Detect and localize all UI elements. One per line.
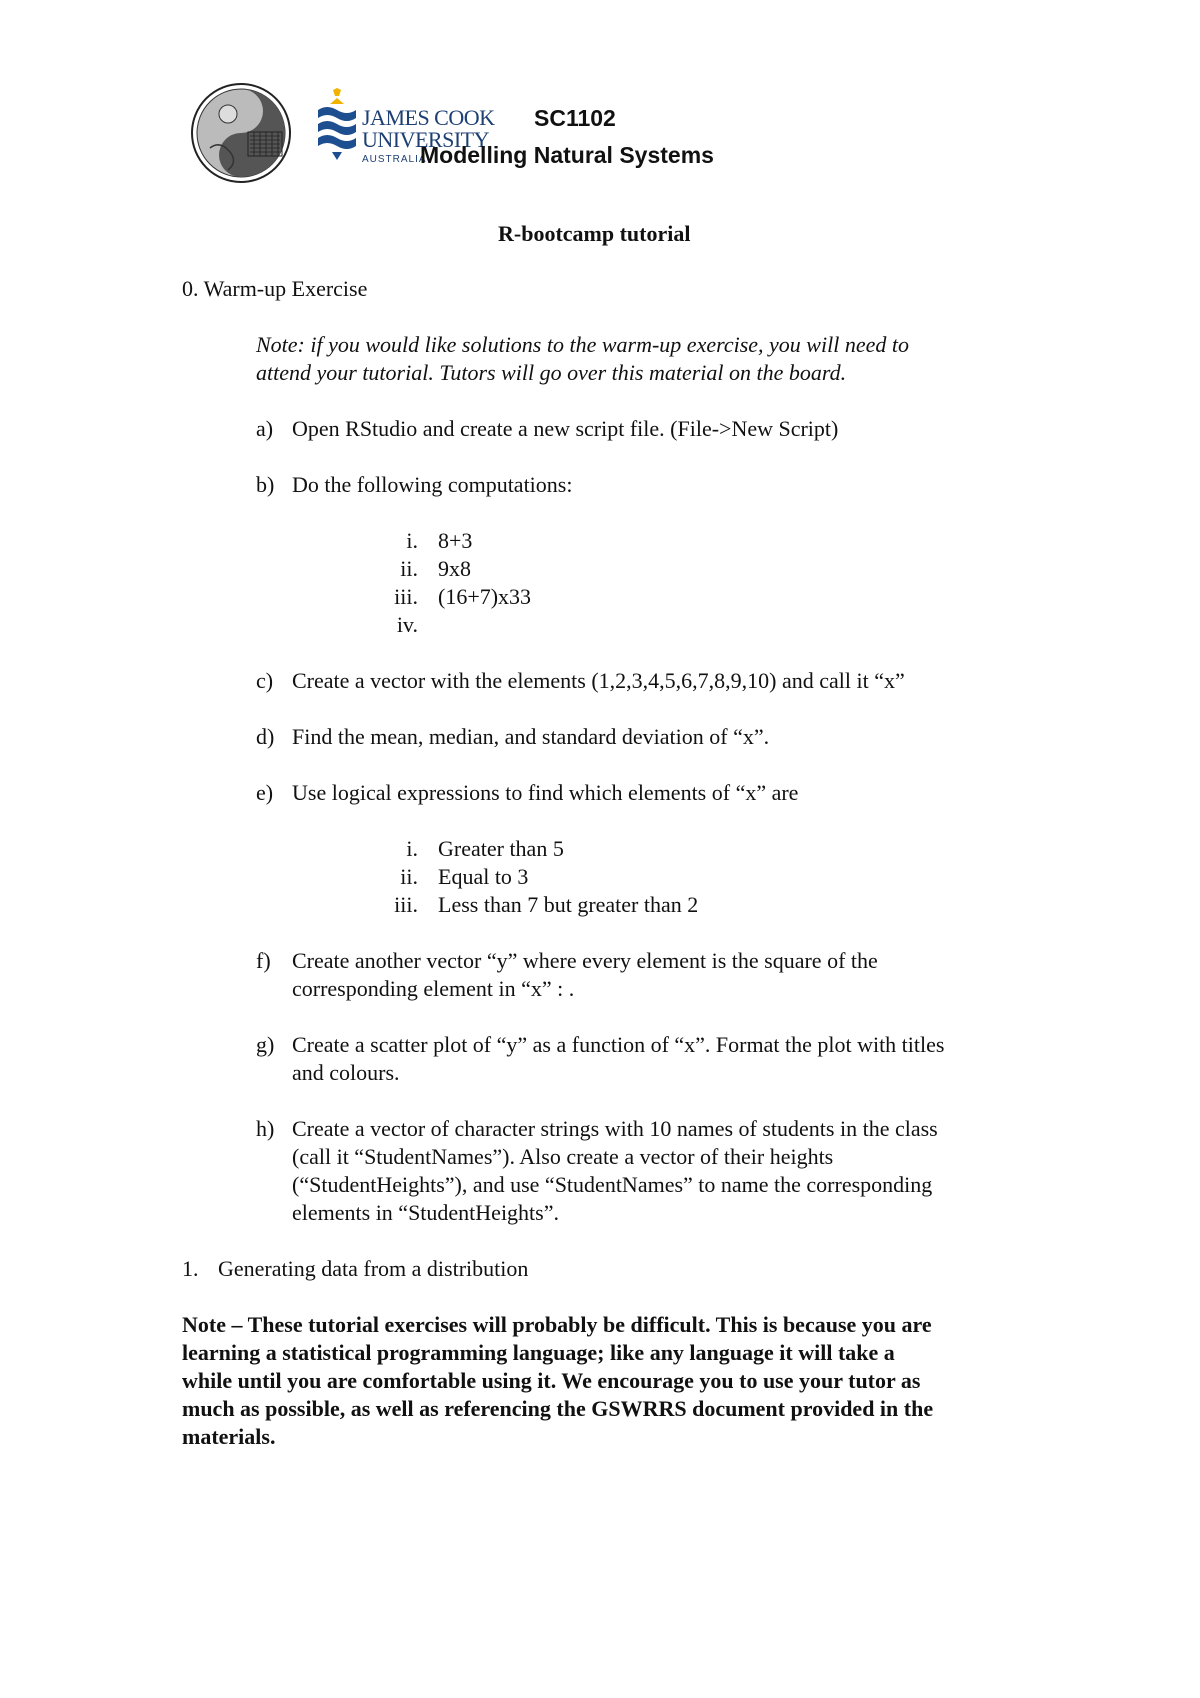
item-f-marker: f)	[256, 948, 271, 973]
section-0-heading: 0. Warm-up Exercise	[182, 276, 368, 301]
difficulty-note-line-3: while until you are comfortable using it. We encourage you to use your tutor as	[182, 1368, 921, 1393]
item-c-text: Create a vector with the elements (1,2,3,4,5,6,7,8,9,10) and call it “x”	[292, 668, 905, 693]
section-1-heading: Generating data from a distribution	[218, 1256, 529, 1281]
list-item-number: ii.	[400, 864, 418, 889]
university-seal-logo	[190, 82, 292, 184]
course-code: SC1102	[534, 105, 616, 131]
list-item-text: Less than 7 but greater than 2	[438, 892, 699, 917]
item-f-text-line-1: Create another vector “y” where every element is the square of the	[292, 948, 878, 973]
item-g-marker: g)	[256, 1032, 275, 1057]
item-h-text-line-4: elements in “StudentHeights”.	[292, 1200, 559, 1225]
item-b-marker: b)	[256, 472, 275, 497]
item-e-marker: e)	[256, 780, 274, 805]
list-item-text: Greater than 5	[438, 836, 564, 861]
difficulty-note-line-2: learning a statistical programming language; like any language it will take a	[182, 1340, 895, 1365]
difficulty-note-line-4: much as possible, as well as referencing the GSWRRS document provided in the	[182, 1396, 934, 1421]
item-d-text: Find the mean, median, and standard deviation of “x”.	[292, 724, 770, 749]
item-a-text: Open RStudio and create a new script file. (File->New Script)	[292, 416, 839, 441]
item-b-text: Do the following computations:	[292, 472, 573, 497]
item-h-text-line-1: Create a vector of character strings with 10 names of students in the class	[292, 1116, 938, 1141]
item-h-marker: h)	[256, 1116, 275, 1141]
list-item-text: (16+7)x33	[438, 584, 532, 609]
list-item-number: ii.	[400, 556, 418, 581]
list-item-text: 9x8	[438, 556, 471, 581]
document-title: R-bootcamp tutorial	[498, 221, 691, 246]
list-item-number: i.	[406, 528, 418, 553]
list-item-text: Equal to 3	[438, 864, 529, 889]
jcu-name-line1: JAMES COOK	[362, 105, 495, 130]
list-item-number: iii.	[394, 584, 418, 609]
difficulty-note-line-1: Note – These tutorial exercises will probably be difficult. This is because you are	[182, 1312, 932, 1337]
section-1-marker: 1.	[182, 1256, 199, 1281]
item-a-marker: a)	[256, 416, 274, 441]
jcu-country: AUSTRALIA	[362, 154, 427, 165]
item-g-text-line-2: and colours.	[292, 1060, 400, 1085]
item-f-text-line-2: corresponding element in “x” : .	[292, 976, 575, 1001]
list-item-number: iv.	[396, 612, 418, 637]
item-g-text-line-1: Create a scatter plot of “y” as a function of “x”. Format the plot with titles	[292, 1032, 945, 1057]
list-item-text: 8+3	[438, 528, 473, 553]
item-d-marker: d)	[256, 724, 275, 749]
warmup-note-line-2: attend your tutorial. Tutors will go over this material on the board.	[256, 360, 847, 385]
item-e-text: Use logical expressions to find which elements of “x” are	[292, 780, 799, 805]
list-item-number: i.	[406, 836, 418, 861]
course-name: Modelling Natural Systems	[420, 142, 714, 168]
item-c-marker: c)	[256, 668, 274, 693]
warmup-note-line-1: Note: if you would like solutions to the warm-up exercise, you will need to	[256, 332, 909, 357]
list-item-number: iii.	[394, 892, 418, 917]
jcu-name-line2: UNIVERSITY	[362, 127, 489, 152]
jcu-wave-icon	[316, 88, 358, 168]
item-h-text-line-3: (“StudentHeights”), and use “StudentNames” to name the corresponding	[292, 1172, 933, 1197]
item-h-text-line-2: (call it “StudentNames”). Also create a vector of their heights	[292, 1144, 834, 1169]
difficulty-note-line-5: materials.	[182, 1424, 276, 1449]
